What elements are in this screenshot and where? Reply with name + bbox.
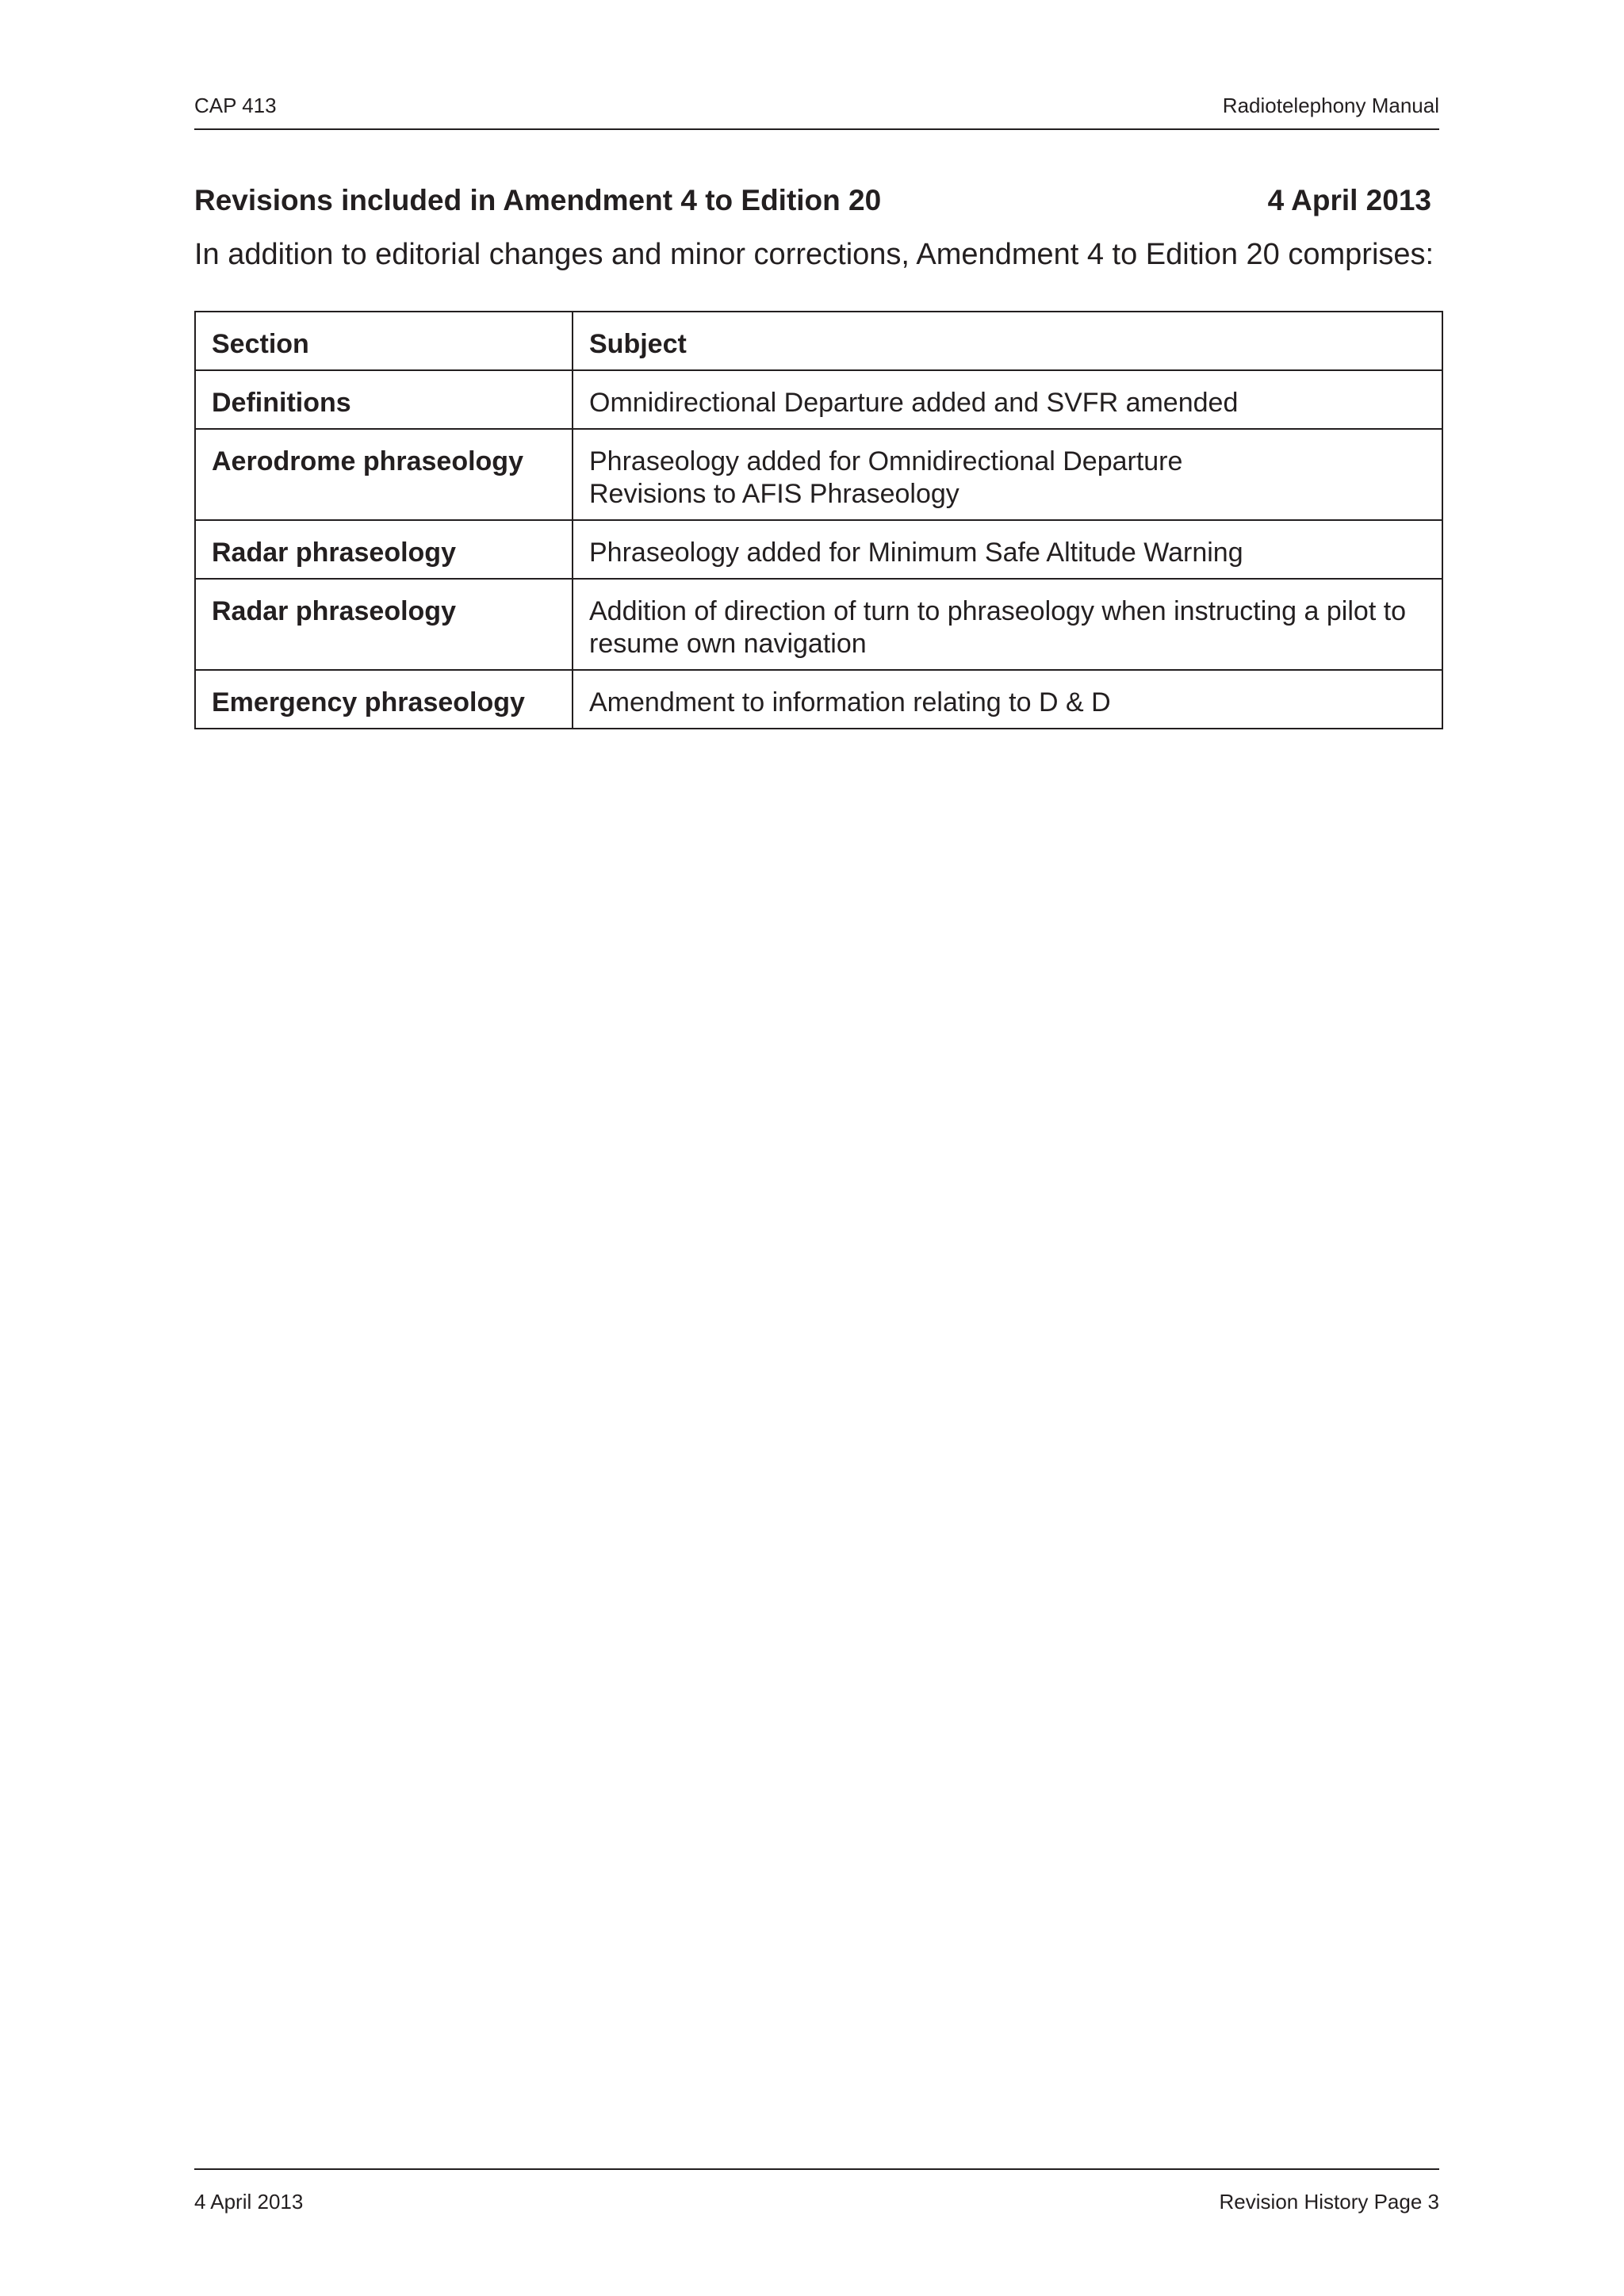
document-id: CAP 413 <box>194 94 277 117</box>
subject-cell <box>573 429 1442 520</box>
table-header-row <box>195 312 1442 370</box>
subject-line: Amendment to information relating to D & D <box>589 687 1111 718</box>
revisions-table <box>194 311 1443 729</box>
footer-date: 4 April 2013 <box>194 2190 304 2214</box>
table-row <box>195 370 1442 429</box>
subject-line: Revisions to AFIS Phraseology <box>589 479 959 509</box>
section-cell: Emergency phraseology <box>195 670 573 729</box>
subject-cell <box>573 520 1442 579</box>
page-footer <box>194 2168 1439 2218</box>
section-cell: Radar phraseology <box>195 579 573 670</box>
section-cell: Radar phraseology <box>195 520 573 579</box>
intro-text: In addition to editorial changes and minor corrections, Amendment 4 to Edition 20 comprises: <box>194 238 1434 271</box>
table-row <box>195 579 1442 670</box>
subject-line: Phraseology added for Minimum Safe Altitude Warning <box>589 538 1243 568</box>
subject-line: Addition of direction of turn to phraseology when instructing a pilot to resume own navigation <box>589 596 1407 659</box>
document-title: Radiotelephony Manual <box>1222 94 1439 117</box>
section-cell: Aerodrome phraseology <box>195 429 573 520</box>
subject-cell <box>573 579 1442 670</box>
revision-heading <box>194 184 1431 224</box>
section-cell: Definitions <box>195 370 573 429</box>
subject-cell <box>573 370 1442 429</box>
table-row <box>195 429 1442 520</box>
table-row <box>195 670 1442 729</box>
subject-line: Phraseology added for Omnidirectional Departure <box>589 446 1183 476</box>
table-row <box>195 520 1442 579</box>
footer-page-label: Revision History Page 3 <box>1219 2190 1439 2214</box>
subject-cell <box>573 670 1442 729</box>
revision-title: Revisions included in Amendment 4 to Edition 20 <box>194 184 882 216</box>
revision-date: 4 April 2013 <box>1267 184 1431 216</box>
column-header-subject: Subject <box>573 312 1442 370</box>
subject-line: Omnidirectional Departure added and SVFR amended <box>589 388 1239 418</box>
page-header <box>194 89 1439 130</box>
column-header-section: Section <box>195 312 573 370</box>
